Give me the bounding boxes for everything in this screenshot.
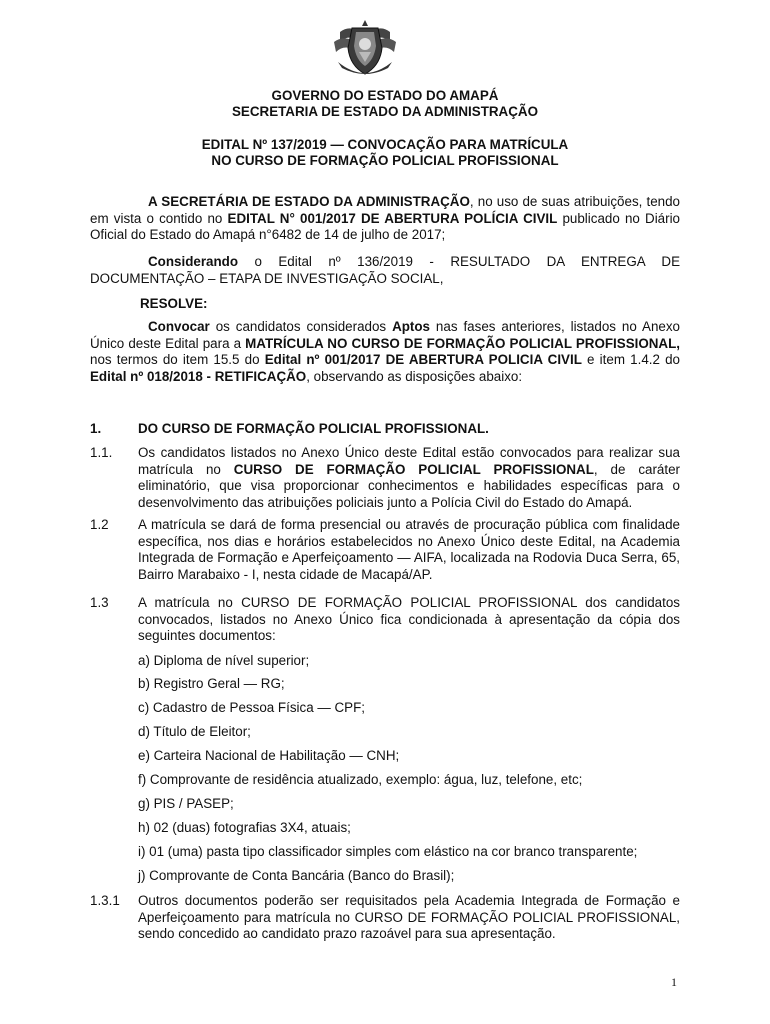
document-list-item: e) Carteira Nacional de Habilitação — CNH; <box>138 748 400 763</box>
document-list-item: a) Diploma de nível superior; <box>138 653 310 668</box>
item-1-3-1-number: 1.3.1 <box>90 893 120 908</box>
edital-title-line2: NO CURSO DE FORMAÇÃO POLICIAL PROFISSIONAL <box>211 153 559 168</box>
document-list-item: b) Registro Geral — RG; <box>138 676 285 691</box>
document-list-item: h) 02 (duas) fotografias 3X4, atuais; <box>138 820 351 835</box>
item-1-3-1-text: Outros documentos poderão ser requisitados pela Academia Integrada de Formação e Aperfeiçoamento para matrícula no CURSO DE FORMAÇÃO POLICIAL PROFISSIONAL, sendo concedido ao candidato prazo razoável para sua apresentação. <box>138 893 680 942</box>
intro-paragraph: A SECRETÁRIA DE ESTADO DA ADMINISTRAÇÃO, no uso de suas atribuições, tendo em vista o contido no EDITAL N° 001/2017 DE ABERTURA POLÍCIA CIVIL publicado no Diário Oficial do Estado do Amapá n°6482 de 14 de julho de 2017; <box>90 194 681 243</box>
state-coat-of-arms-icon <box>330 18 400 84</box>
section-1-title: DO CURSO DE FORMAÇÃO POLICIAL PROFISSIONAL. <box>138 421 489 436</box>
edital-title-line1: EDITAL Nº 137/2019 — CONVOCAÇÃO PARA MATRÍCULA <box>201 137 569 152</box>
item-1-1-number: 1.1. <box>90 445 113 460</box>
document-list-item: c) Cadastro de Pessoa Física — CPF; <box>138 700 365 715</box>
page-number: 1 <box>671 975 677 989</box>
section-1-number: 1. <box>90 421 102 436</box>
item-1-3-text: A matrícula no CURSO DE FORMAÇÃO POLICIAL PROFISSIONAL dos candidatos convocados, listados no Anexo Único fica condicionada à apresentação da cópia dos seguintes documentos: <box>138 595 680 644</box>
secretariat-name: SECRETARIA DE ESTADO DA ADMINISTRAÇÃO <box>231 104 538 119</box>
document-list-item: j) Comprovante de Conta Bancária (Banco do Brasil); <box>138 868 455 883</box>
government-name: GOVERNO DO ESTADO DO AMAPÁ <box>271 88 499 103</box>
resolve-heading: RESOLVE: <box>140 296 208 311</box>
document-list-item: d) Título de Eleitor; <box>138 724 251 739</box>
considering-paragraph: Considerando o Edital nº 136/2019 - RESULTADO DA ENTREGA DE DOCUMENTAÇÃO – ETAPA DE INVESTIGAÇÃO SOCIAL, <box>90 254 680 286</box>
document-list-item: f) Comprovante de residência atualizado, exemplo: água, luz, telefone, etc; <box>138 772 583 787</box>
item-1-3-number: 1.3 <box>90 595 109 610</box>
convocation-paragraph: Convocar os candidatos considerados Aptos nas fases anteriores, listados no Anexo Único deste Edital para a MATRÍCULA NO CURSO DE FORMAÇÃO POLICIAL PROFISSIONAL, nos termos do item 15.5 do Edital nº 001/2017 DE ABERTURA POLICIA CIVIL e item 1.4.2 do Edital nº 018/2018 - RETIFICAÇÃO, observando as disposições abaixo: <box>90 319 680 384</box>
document-list-item: i) 01 (uma) pasta tipo classificador simples com elástico na cor branco transparente; <box>138 844 638 859</box>
document-list-item: g) PIS / PASEP; <box>138 796 234 811</box>
item-1-1-text: Os candidatos listados no Anexo Único deste Edital estão convocados para realizar sua matrícula no CURSO DE FORMAÇÃO POLICIAL PROFISSIONAL, de caráter eliminatório, que visa proporcionar conhecimentos e habilidades específicas para o desenvolvimento das atribuições policiais junto a Polícia Civil do Estado do Amapá. <box>138 445 681 510</box>
item-1-2-number: 1.2 <box>90 517 109 532</box>
item-1-2-text: A matrícula se dará de forma presencial ou através de procuração pública com finalidade específica, nos dias e horários estabelecidos no Anexo Único deste Edital, na Academia Integrada de Formação e Aperfeiçoamento — AIFA, localizada na Rodovia Duca Serra, 65, Bairro Marabaixo - I, nesta cidade de Macapá/AP. <box>138 517 680 582</box>
